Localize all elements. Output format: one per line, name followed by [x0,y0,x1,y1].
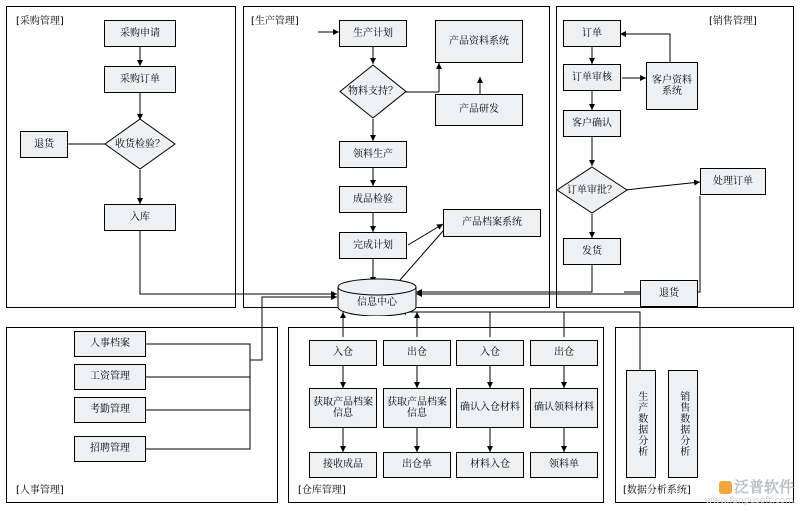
warehouse-header-outbound-product[interactable]: 出仓 [383,340,451,366]
panel-label-hr: [人事管理] [14,481,66,496]
node-customer-confirm[interactable]: 客户确认 [563,110,621,137]
panel-label-analysis: [数据分析系统] [621,481,693,496]
panel-label-warehouse: [仓库管理] [296,481,348,496]
node-information-center-label: 信息中心 [357,296,397,308]
warehouse-step-outbound-material-2[interactable]: 领料单 [530,452,598,478]
node-material-issue[interactable]: 领料生产 [339,141,407,168]
node-product-archive-system[interactable]: 产品档案系统 [443,209,541,237]
node-purchase-request[interactable]: 采购申请 [104,20,176,47]
node-production-data-analysis[interactable]: 生产数据分析 [626,370,656,478]
node-customer-data-system[interactable]: 客户资料系统 [646,62,698,110]
node-shipment[interactable]: 发货 [563,238,621,265]
panel-label-production: [生产管理] [249,12,301,27]
node-complete-plan[interactable]: 完成计划 [339,232,407,259]
panel-label-sales: [销售管理] [707,12,759,27]
node-product-data-system[interactable]: 产品资料系统 [435,20,523,63]
panel-label-purchase: [采购管理] [14,12,66,27]
node-material-support-label: 物料支持？ [348,86,398,97]
warehouse-step-inbound-material-1[interactable]: 确认入仓材料 [456,388,524,428]
node-personnel-archive[interactable]: 人事档案 [74,331,146,357]
node-order-review[interactable]: 订单审核 [563,64,621,91]
node-purchase-return[interactable]: 退货 [20,131,68,158]
watermark [705,478,794,507]
warehouse-step-inbound-product-2[interactable]: 接收成品 [309,452,377,478]
brand-logo-icon [719,481,732,494]
warehouse-step-inbound-material-2[interactable]: 材料入仓 [456,452,524,478]
node-material-support[interactable] [339,64,407,119]
warehouse-header-inbound-material[interactable]: 入仓 [456,340,524,366]
warehouse-step-inbound-product-1[interactable]: 获取产品档案信息 [309,388,377,428]
node-receiving-inspection-label: 收货检验？ [115,138,165,150]
watermark-domain: www.fanpusoft.com [705,496,794,507]
node-order-approval[interactable] [556,166,628,214]
node-product-rnd[interactable]: 产品研发 [435,94,523,126]
node-sales-return[interactable]: 退货 [640,280,698,307]
node-stock-in[interactable]: 入库 [104,204,176,231]
node-finished-inspection[interactable]: 成品检验 [339,186,407,213]
warehouse-step-outbound-material-1[interactable]: 确认领料材料 [530,388,598,428]
warehouse-header-outbound-material[interactable]: 出仓 [530,340,598,366]
node-receiving-inspection[interactable] [104,118,176,170]
node-order-approval-label: 订单审批？ [567,184,617,196]
node-salary-management[interactable]: 工资管理 [74,364,146,390]
warehouse-step-outbound-product-1[interactable]: 获取产品档案信息 [383,388,451,428]
warehouse-step-outbound-product-2[interactable]: 出仓单 [383,452,451,478]
node-purchase-order[interactable]: 采购订单 [104,66,176,93]
warehouse-header-inbound-product[interactable]: 入仓 [309,340,377,366]
node-sales-data-analysis[interactable]: 销售数据分析 [668,370,698,478]
node-recruitment-management[interactable]: 招聘管理 [74,436,146,462]
node-attendance-management[interactable]: 考勤管理 [74,397,146,423]
watermark-brand: 泛普软件 [705,478,794,496]
node-order[interactable]: 订单 [563,20,621,47]
node-information-center[interactable] [337,278,417,316]
node-process-order[interactable]: 处理订单 [700,168,766,195]
node-production-plan[interactable]: 生产计划 [339,20,407,47]
